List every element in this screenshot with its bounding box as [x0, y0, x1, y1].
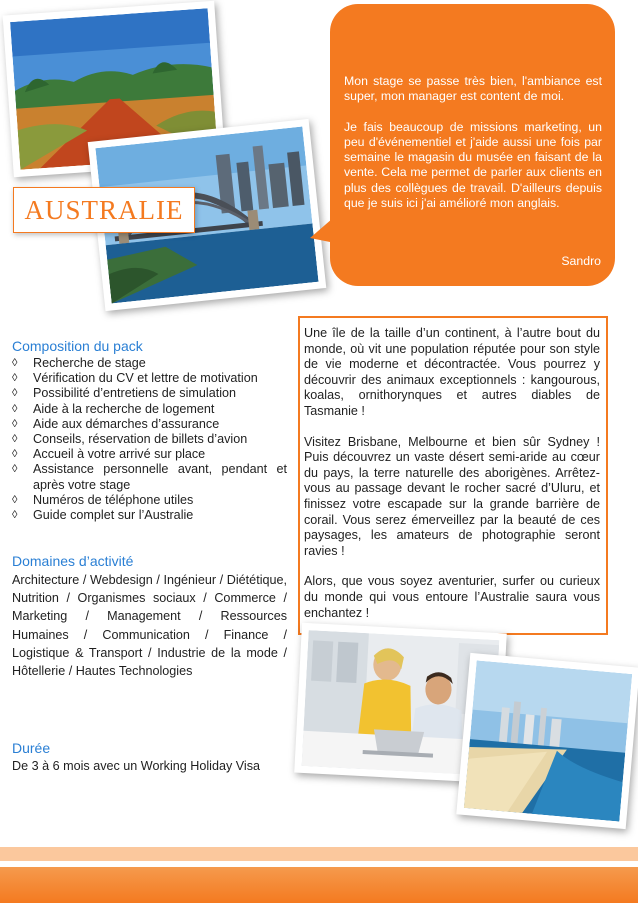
pack-item: ◊ Guide complet sur l’Australie [12, 508, 194, 523]
diamond-bullet-icon: ◊ [12, 448, 18, 461]
pack-title: Composition du pack [12, 338, 143, 354]
pack-item: ◊ Aide à la recherche de logement [12, 401, 215, 416]
description-paragraph: Alors, que vous soyez aventurier, surfer ou curieux du monde qui vous entoure l’Australie saura vous enchantez ! [304, 574, 600, 620]
pack-item: ◊ Accueil à votre arrivé sur place [12, 447, 206, 462]
domains-section [12, 553, 287, 680]
duration-title: Durée [12, 740, 51, 756]
domains-title: Domaines d’activité [12, 553, 134, 569]
pack-item: ◊ Aide aux démarches d’assurance [12, 416, 220, 431]
pack-item: ◊ Numéros de téléphone utiles [12, 492, 194, 507]
diamond-bullet-icon: ◊ [12, 402, 18, 415]
diamond-bullet-icon: ◊ [12, 509, 18, 522]
diamond-bullet-icon: ◊ [12, 387, 18, 400]
description-paragraph: Une île de la taille d’un continent, à l’autre bout du monde, où vit une population réputée pour son style de vie moderne et décontractée. Vous pourrez y découvrir des animaux exceptionnels : kangourous, koalas, ornithorynques et autres diables de Tasmanie ! [304, 326, 600, 418]
diamond-bullet-icon: ◊ [12, 417, 18, 430]
duration-section [12, 740, 287, 776]
diamond-bullet-icon: ◊ [12, 372, 18, 385]
pack-item: ◊ Possibilité d’entretiens de simulation [12, 386, 237, 401]
description-paragraph: Visitez Brisbane, Melbourne et bien sûr Sydney ! Puis découvrez un vaste désert semi-aride au cœur du pays, la terre naturelle des aborigènes. Arrêtez-vous au passage devant le rocher sacré d’Uluru, et finissez votre escapade sur la grande barrière de corail. Vous serez émerveillez par la beauté de ces paysages, les amateurs de photographie seront ravies ! [304, 434, 600, 558]
diamond-bullet-icon: ◊ [12, 463, 18, 476]
testimonial-signature: Sandro [561, 254, 601, 268]
description-box [298, 316, 608, 635]
diamond-bullet-icon: ◊ [12, 493, 18, 506]
testimonial-speech-bubble [330, 4, 615, 286]
diamond-bullet-icon: ◊ [12, 433, 18, 446]
beach-coast-photo [456, 653, 638, 829]
pack-section [12, 338, 287, 523]
diamond-bullet-icon: ◊ [12, 357, 18, 369]
pack-list [12, 356, 287, 523]
pack-item: ◊ Assistance personnelle avant, pendant et après votre stage [12, 462, 287, 492]
domains-text: Architecture / Webdesign / Ingénieur / Diététique, Nutrition / Organismes sociaux / Commerce / Marketing / Management / Ressources Humaines / Communication / Finance / Logistique & Transport / Industrie de la mode / Hôtellerie / Hautes Technologies [12, 573, 287, 679]
pack-item: ◊ Conseils, réservation de billets d’avion [12, 432, 248, 447]
pack-item: ◊ Recherche de stage [12, 356, 146, 370]
beach-coast-image [464, 660, 632, 821]
pack-item: ◊ Vérification du CV et lettre de motivation [12, 371, 258, 386]
testimonial-text [344, 74, 602, 226]
footer-band [0, 847, 638, 903]
duration-text: De 3 à 6 mois avec un Working Holiday Visa [12, 759, 261, 773]
testimonial-paragraph: Mon stage se passe très bien, l'ambiance est super, mon manager est content de moi. [344, 74, 602, 104]
country-label: AUSTRALIE [13, 187, 195, 233]
testimonial-paragraph: Je fais beaucoup de missions marketing, un peu d'événementiel et j'aide aussi une fois par semaine le magasin du musée en faisant de la vente. Cela me permet de parler aux clients en plus des collègues de travail. D'ailleurs depuis que je suis ici j'ai amélioré mon anglais. [344, 119, 602, 211]
